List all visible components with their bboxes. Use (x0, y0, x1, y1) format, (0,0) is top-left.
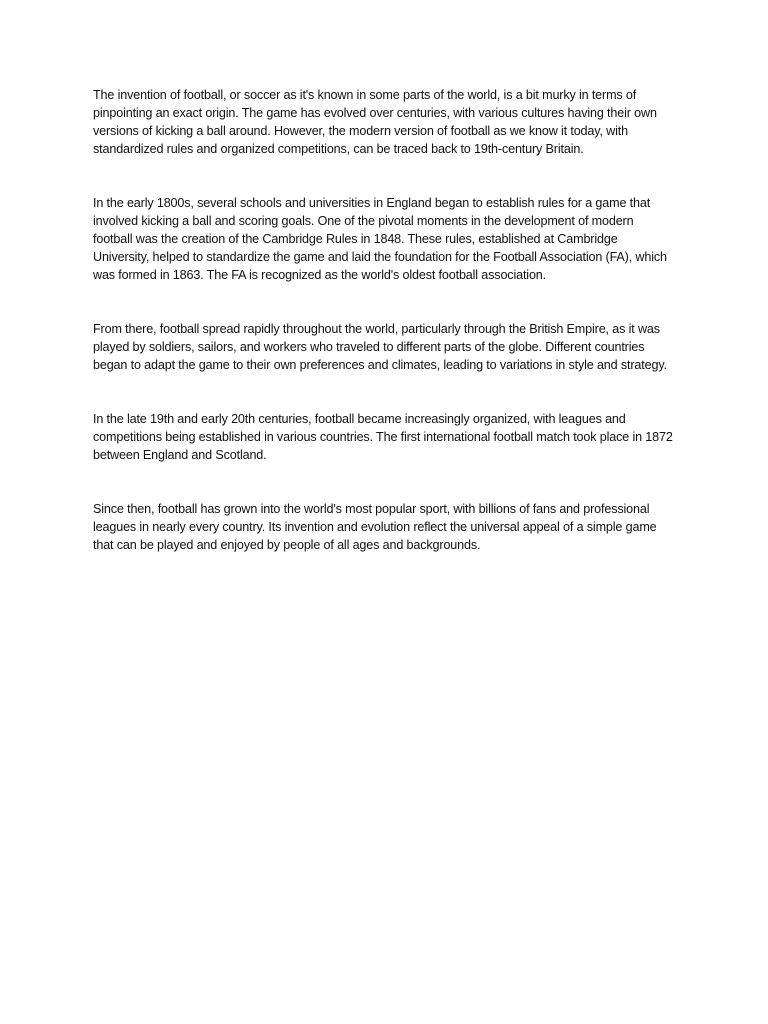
paragraph-origin: The invention of football, or soccer as it's known in some parts of the world, is a bit murky in terms of pinpointing an exact origin. The game has evolved over centuries, with various cultures having their own versions of kicking a ball around. However, the modern version of football as we know it today, with standardized rules and organized competitions, can be traced back to 19th-century Britain. (93, 88, 657, 156)
paragraph-popularity: Since then, football has grown into the world's most popular sport, with billions of fans and professional leagues in nearly every country. Its invention and evolution reflect the universal appeal of a simple game that can be played and enjoyed by people of all ages and backgrounds. (93, 502, 657, 552)
paragraph-organization: In the late 19th and early 20th centuries, football became increasingly organized, with leagues and competitions being established in various countries. The first international football match took place in 1872 between England and Scotland. (93, 412, 673, 462)
document-body (93, 86, 675, 554)
paragraph-early-rules: In the early 1800s, several schools and universities in England began to establish rules for a game that involved kicking a ball and scoring goals. One of the pivotal moments in the development of modern football was the creation of the Cambridge Rules in 1848. These rules, established at Cambridge University, helped to standardize the game and laid the foundation for the Football Association (FA), which was formed in 1863. The FA is recognized as the world's oldest football association. (93, 196, 667, 282)
paragraph-global-spread: From there, football spread rapidly throughout the world, particularly through the British Empire, as it was played by soldiers, sailors, and workers who traveled to different parts of the globe. Different countries began to adapt the game to their own preferences and climates, leading to variations in style and strategy. (93, 322, 667, 372)
